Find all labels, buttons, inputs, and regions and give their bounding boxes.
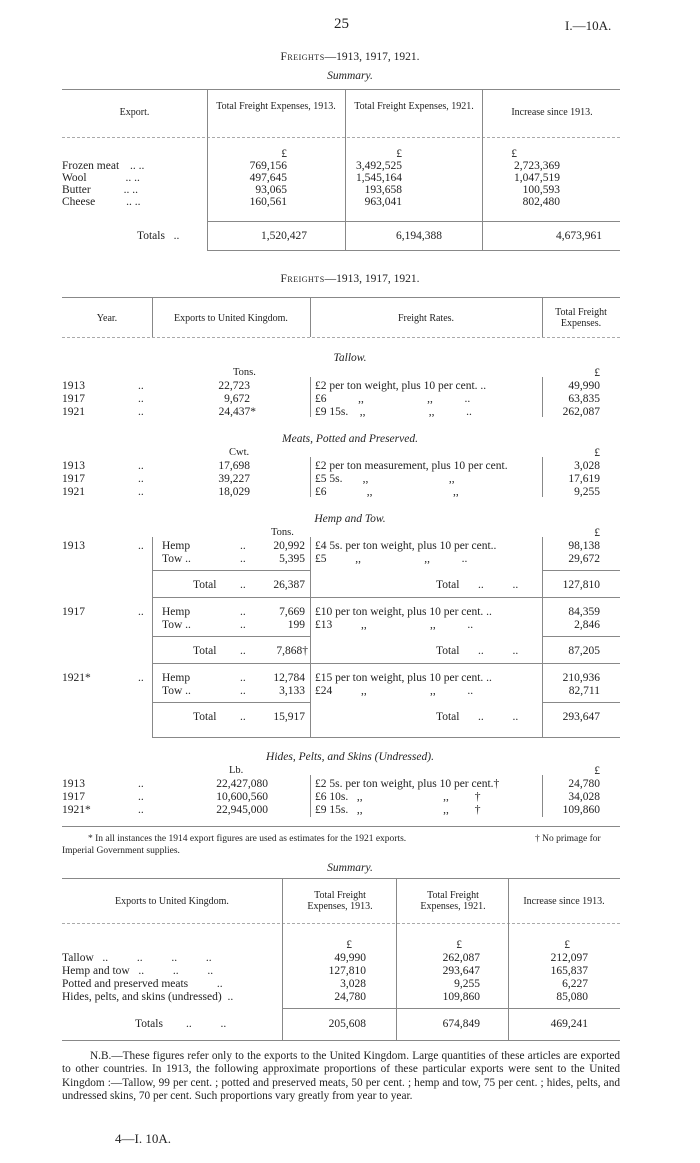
year: 1921 (62, 406, 85, 418)
item-label: Tow .. (162, 685, 191, 697)
leader-dots: .. (138, 460, 144, 472)
total-rate-label: Total (436, 579, 460, 591)
quantity: 22,427,080 (216, 778, 268, 790)
totals-1921: 674,849 (442, 1018, 480, 1030)
freight-rate: £6 10s. ,, ,, † (315, 791, 481, 803)
leader-dots: .. .. (478, 711, 519, 723)
freight-amount: 3,028 (574, 460, 600, 472)
column-header: Total Freight Expenses, 1921. (354, 101, 474, 112)
leader-dots: .. (240, 711, 246, 723)
total-label: Total (193, 579, 217, 591)
cell-1921: 293,647 (442, 965, 480, 977)
freight-rate: £15 per ton weight, plus 10 per cent. .. (315, 672, 492, 684)
row-label: Tallow .. .. .. .. (62, 952, 212, 964)
freight-amount: 210,936 (562, 672, 600, 684)
cell-1913: 497,645 (249, 172, 287, 184)
unit-money: £ (594, 367, 600, 379)
cell-increase: 1,047,519 (514, 172, 560, 184)
freight-rate: £9 15s. ,, ,, † (315, 804, 481, 816)
rule (282, 878, 283, 923)
freight-amount: 29,672 (568, 553, 600, 565)
leader-dots: .. (138, 540, 144, 552)
freight-amount: 2,846 (574, 619, 600, 631)
column-header: Total Freight Expenses, 1913. (216, 101, 336, 112)
totals-label (135, 1018, 226, 1030)
cell-increase: 212,097 (550, 952, 588, 964)
column-header: Total Freight Expenses, 1913. (307, 890, 373, 912)
column-header: Increase since 1913. (511, 107, 593, 118)
row-label: Frozen meat (62, 160, 120, 172)
rule (152, 597, 620, 598)
leader-dots: .. (138, 393, 144, 405)
rule (542, 457, 543, 497)
cell-1913: 160,561 (249, 196, 287, 208)
section-heading: Hemp and Tow. (314, 513, 386, 525)
column-header: Exports to United Kingdom. (115, 896, 229, 907)
unit-money: £ (594, 765, 600, 777)
quantity: 9,672 (224, 393, 250, 405)
leader-dots: .. (240, 672, 246, 684)
leader-dots: .. (138, 606, 144, 618)
quantity: 12,784 (273, 672, 305, 684)
rule (152, 636, 310, 637)
totals-1921: 6,194,388 (396, 230, 442, 242)
total-rate-label: Total (436, 645, 460, 657)
year: 1921 (62, 486, 85, 498)
cell-1921: 9,255 (454, 978, 480, 990)
page-number: 25 (334, 16, 349, 32)
cell-1913: 127,810 (328, 965, 366, 977)
leader-dots: .. (138, 804, 144, 816)
cell-increase: 85,080 (556, 991, 588, 1003)
rule (62, 297, 620, 298)
rule (542, 702, 620, 703)
table-row (62, 184, 614, 196)
freight-amount: 98,138 (568, 540, 600, 552)
title-part: —1913, 1917, 1921. (324, 51, 420, 63)
footnote: * In all instances the 1914 export figures are used as estimates for the 1921 exports. (88, 834, 407, 844)
unit: £ (456, 939, 462, 951)
freight-rate: £6 ,, ,, .. (315, 393, 471, 405)
leader-dots: .. (173, 230, 180, 242)
freight-rate: £24 ,, ,, .. (315, 685, 474, 697)
summary1-subtitle: Summary. (327, 70, 373, 82)
quantity: 17,698 (218, 460, 250, 472)
rule (310, 457, 311, 497)
unit-qty: Tons. (271, 527, 294, 538)
quantity: 20,992 (273, 540, 305, 552)
leader-dots: .. (138, 791, 144, 803)
rule (152, 537, 153, 737)
quantity: 18,029 (218, 486, 250, 498)
section-heading: Hides, Pelts, and Skins (Undressed). (266, 751, 434, 763)
freight-rate: £13 ,, ,, .. (315, 619, 474, 631)
freight-rate: £2 per ton measurement, plus 10 per cent. (315, 460, 508, 472)
column-header: Year. (96, 313, 118, 324)
cell-1913: 49,990 (334, 952, 366, 964)
cell-increase: 6,227 (562, 978, 588, 990)
rule (542, 377, 543, 417)
total-quantity: 26,387 (273, 579, 305, 591)
cell-increase: 100,593 (522, 184, 560, 196)
quantity: 39,227 (218, 473, 250, 485)
rule (62, 1040, 620, 1041)
freight-rate: £5 5s. ,, ,, (315, 473, 455, 485)
year: 1917 (62, 791, 85, 803)
freight-rate: £4 5s. per ton weight, plus 10 per cent.. (315, 540, 497, 552)
cell-increase: 165,837 (550, 965, 588, 977)
quantity: 24,437* (218, 406, 256, 418)
summary1-title (0, 51, 700, 63)
rule (152, 663, 620, 664)
rule (152, 737, 620, 738)
column-header: Freight Rates. (397, 313, 455, 324)
totals-label (137, 230, 179, 242)
item-label: Hemp (162, 540, 191, 552)
total-amount: 127,810 (562, 579, 600, 591)
freight-amount: 84,359 (568, 606, 600, 618)
year: 1917 (62, 473, 85, 485)
leader-dots: .. (138, 380, 144, 392)
table-row (62, 196, 614, 208)
total-quantity: 7,868† (276, 645, 308, 657)
leader-dots: .. (138, 672, 144, 684)
cell-1913: 24,780 (334, 991, 366, 1003)
freight-rate: £10 per ton weight, plus 10 per cent. .. (315, 606, 492, 618)
rule (152, 570, 310, 571)
rule (282, 1008, 620, 1009)
freight-rate: £6 ,, ,, (315, 486, 459, 498)
title-part: Freights (280, 51, 325, 63)
rule (62, 137, 620, 138)
year: 1921* (62, 804, 91, 816)
item-label: Tow .. (162, 553, 191, 565)
rule (62, 878, 620, 879)
unit: £ (564, 939, 570, 951)
column-header: Exports to United Kingdom. (174, 313, 288, 324)
leader-dots: .. (240, 579, 246, 591)
rule (482, 89, 483, 137)
table-row (62, 160, 614, 172)
summary1-table (62, 148, 614, 208)
document-reference: I.—10A. (565, 18, 612, 33)
rule (207, 250, 620, 251)
leader-dots: .. (240, 619, 246, 631)
total-quantity: 15,917 (273, 711, 305, 723)
cell-1913: 93,065 (255, 184, 287, 196)
freight-amount: 63,835 (568, 393, 600, 405)
title-part: Freights (280, 273, 325, 285)
column-header: Total Freight Expenses. (555, 307, 607, 329)
unit-qty: Tons. (233, 367, 256, 378)
unit-money: £ (594, 527, 600, 539)
totals-text: Totals (135, 1018, 163, 1030)
cell-1921: 262,087 (442, 952, 480, 964)
total-label: Total (193, 645, 217, 657)
total-amount: 87,205 (568, 645, 600, 657)
rule (310, 377, 311, 417)
totals-1913: 205,608 (328, 1018, 366, 1030)
summary2-subtitle: Summary. (327, 862, 373, 874)
freight-rate: £9 15s. ,, ,, .. (315, 406, 472, 418)
leader-dots: .. .. (126, 196, 141, 208)
freight-rate: £5 ,, ,, .. (315, 553, 468, 565)
detail-title (0, 273, 700, 285)
rule (207, 221, 620, 222)
freight-amount: 24,780 (568, 778, 600, 790)
freight-amount: 34,028 (568, 791, 600, 803)
freight-amount: 82,711 (568, 685, 600, 697)
year: 1913 (62, 778, 85, 790)
column-header: Total Freight Expenses, 1921. (420, 890, 486, 912)
row-label: Hemp and tow .. .. .. (62, 965, 214, 977)
rule (310, 537, 311, 737)
total-rate-label: Total (436, 711, 460, 723)
column-header: Increase since 1913. (523, 896, 605, 907)
quantity: 199 (287, 619, 305, 631)
unit-row (62, 148, 614, 160)
year: 1913 (62, 460, 85, 472)
quantity: 22,723 (218, 380, 250, 392)
freight-rate: £2 per ton weight, plus 10 per cent. .. (315, 380, 487, 392)
leader-dots: .. (138, 473, 144, 485)
freight-amount: 109,860 (562, 804, 600, 816)
cell-1921: 109,860 (442, 991, 480, 1003)
totals-1913: 1,520,427 (261, 230, 307, 242)
item-label: Hemp (162, 672, 191, 684)
unit: £ (511, 148, 517, 160)
freight-amount: 9,255 (574, 486, 600, 498)
leader-dots: .. (240, 685, 246, 697)
year: 1921* (62, 672, 91, 684)
signature-reference: 4—I. 10A. (115, 1131, 171, 1146)
cell-increase: 2,723,369 (514, 160, 560, 172)
unit-qty: Lb. (229, 765, 244, 776)
leader-dots: .. .. (130, 160, 145, 172)
unit: £ (346, 939, 352, 951)
item-label: Tow .. (162, 619, 191, 631)
total-amount: 293,647 (562, 711, 600, 723)
rule (542, 297, 543, 337)
quantity: 10,600,560 (216, 791, 268, 803)
leader-dots: .. .. (123, 184, 138, 196)
freight-amount: 49,990 (568, 380, 600, 392)
cell-1913: 3,028 (340, 978, 366, 990)
cell-1921: 3,492,525 (356, 160, 402, 172)
leader-dots: .. (138, 778, 144, 790)
cell-1913: 769,156 (249, 160, 287, 172)
rule (62, 337, 620, 338)
row-label: Wool (62, 172, 87, 184)
cell-1921: 963,041 (364, 196, 402, 208)
leader-dots: .. .. (478, 645, 519, 657)
rule (345, 89, 346, 137)
leader-dots: .. .. (125, 172, 140, 184)
leader-dots: .. .. (478, 579, 519, 591)
table-row (62, 172, 614, 184)
year: 1913 (62, 540, 85, 552)
rule (542, 537, 543, 737)
rule (508, 878, 509, 923)
rule (62, 826, 620, 827)
rule (207, 89, 208, 137)
year: 1917 (62, 393, 85, 405)
column-header: Export. (119, 107, 150, 118)
footnote: Imperial Government supplies. (62, 846, 180, 856)
explanatory-note: N.B.—These figures refer only to the exports to the United Kingdom. Large quantities of these articles are exported to other countries. In 1913, the following approximate proportions of these particular exports were sent to the United Kingdom :—Tallow, 99 per cent. ; potted and preserved meats, 50 per cent. ; hemp and tow, 75 per cent. ; hides, pelts, and undressed skins, 70 per cent. Such proportions vary greatly from year to year. (62, 1050, 620, 1102)
rule (542, 636, 620, 637)
rule (542, 570, 620, 571)
freight-rate: £2 5s. per ton weight, plus 10 per cent.† (315, 778, 500, 790)
leader-dots: .. .. (185, 1018, 227, 1030)
total-label: Total (193, 711, 217, 723)
totals-text: Totals (137, 230, 165, 242)
rule (62, 923, 620, 924)
leader-dots: .. (240, 606, 246, 618)
year: 1917 (62, 606, 85, 618)
leader-dots: .. (240, 645, 246, 657)
quantity: 22,945,000 (216, 804, 268, 816)
row-label: Hides, pelts, and skins (undressed) .. (62, 991, 234, 1003)
section-heading: Meats, Potted and Preserved. (282, 433, 418, 445)
freight-amount: 262,087 (562, 406, 600, 418)
cell-increase: 802,480 (522, 196, 560, 208)
row-label: Butter (62, 184, 91, 196)
year: 1913 (62, 380, 85, 392)
footnote: † No primage for (535, 834, 601, 844)
rule (310, 775, 311, 817)
rule (542, 775, 543, 817)
unit: £ (396, 148, 402, 160)
leader-dots: .. (138, 406, 144, 418)
row-label: Cheese (62, 196, 96, 208)
cell-1921: 1,545,164 (356, 172, 402, 184)
title-part: —1913, 1917, 1921. (324, 273, 420, 285)
leader-dots: .. (138, 486, 144, 498)
totals-increase: 4,673,961 (556, 230, 602, 242)
rule (62, 89, 620, 90)
row-label: Potted and preserved meats .. (62, 978, 223, 990)
quantity: 7,669 (279, 606, 305, 618)
quantity: 3,133 (279, 685, 305, 697)
section-heading: Tallow. (333, 352, 367, 364)
quantity: 5,395 (279, 553, 305, 565)
leader-dots: .. (240, 553, 246, 565)
item-label: Hemp (162, 606, 191, 618)
freight-amount: 17,619 (568, 473, 600, 485)
cell-1921: 193,658 (364, 184, 402, 196)
unit-money: £ (594, 447, 600, 459)
rule (396, 878, 397, 923)
totals-increase: 469,241 (550, 1018, 588, 1030)
rule (152, 702, 310, 703)
unit: £ (281, 148, 287, 160)
leader-dots: .. (240, 540, 246, 552)
unit-qty: Cwt. (229, 447, 250, 458)
